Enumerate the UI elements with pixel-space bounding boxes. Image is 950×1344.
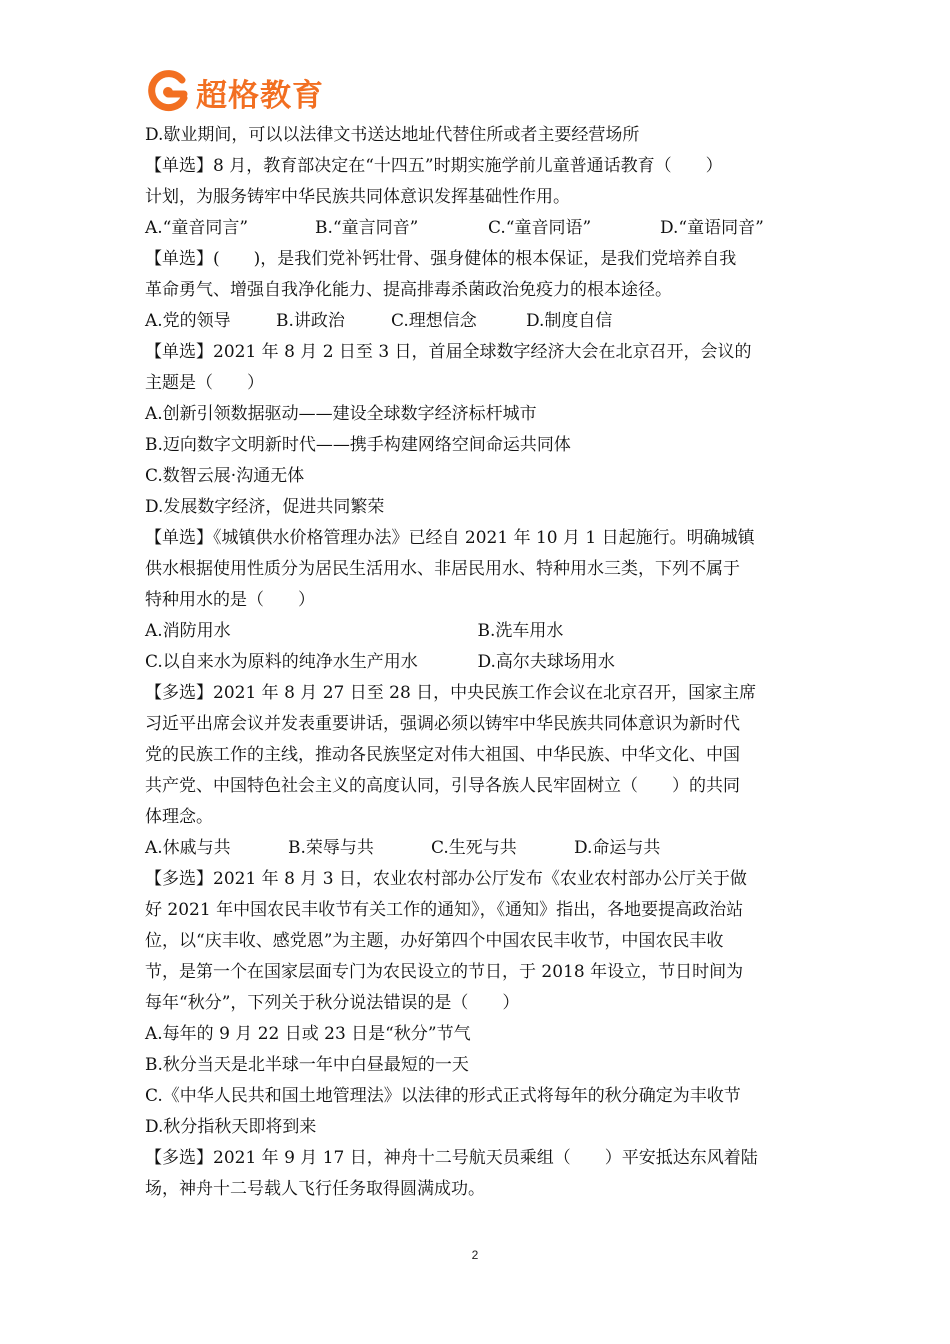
question-stem: 【单选】2021 年 8 月 2 日至 3 日，首届全球数字经济大会在北京召开，会议的 xyxy=(145,342,752,362)
text-line: 革命勇气、增强自我净化能力、提高排毒杀菌政治免疫力的根本途径。 xyxy=(145,280,672,300)
text-line: 场，神舟十二号载人飞行任务取得圆满成功。 xyxy=(145,1179,485,1199)
g-logo-icon xyxy=(146,70,190,114)
option: A.创新引领数据驱动——建设全球数字经济标杆城市 xyxy=(145,404,537,424)
text-line: 计划，为服务铸牢中华民族共同体意识发挥基础性作用。 xyxy=(145,187,570,207)
text-line: D.歇业期间，可以以法律文书送达地址代替住所或者主要经营场所 xyxy=(145,125,640,145)
option: C.生死与共 xyxy=(431,838,517,858)
text-line: 体理念。 xyxy=(145,807,213,827)
text-line: 共产党、中国特色社会主义的高度认同，引导各族人民牢固树立（ ）的共同 xyxy=(145,776,740,796)
text-line: 每年“秋分”，下列关于秋分说法错误的是（ ） xyxy=(145,993,520,1013)
option: D.高尔夫球场用水 xyxy=(477,652,615,672)
option: A.消防用水 xyxy=(145,621,231,641)
options-row xyxy=(145,647,810,678)
option: B.“童言同音” xyxy=(315,218,419,238)
options-row xyxy=(145,616,810,647)
option: D.秋分指秋天即将到来 xyxy=(145,1117,317,1137)
option: C.以自来水为原料的纯净水生产用水 xyxy=(145,652,418,672)
text-line: 节，是第一个在国家层面专门为农民设立的节日，于 2018 年设立，节日时间为 xyxy=(145,962,744,982)
option: A.休戚与共 xyxy=(145,838,231,858)
question-stem: 【多选】2021 年 9 月 17 日，神舟十二号航天员乘组（ ）平安抵达东风着陆 xyxy=(145,1148,758,1168)
option: B.迈向数字文明新时代——携手构建网络空间命运共同体 xyxy=(145,435,571,455)
text-line: 党的民族工作的主线，推动各民族坚定对伟大祖国、中华民族、中华文化、中国 xyxy=(145,745,740,765)
text-line: 特种用水的是（ ） xyxy=(145,590,315,610)
option: D.发展数字经济，促进共同繁荣 xyxy=(145,497,385,517)
question-stem: 【多选】2021 年 8 月 3 日，农业农村部办公厅发布《农业农村部办公厅关于做 xyxy=(145,869,747,889)
question-stem: 【单选】( )，是我们党补钙壮骨、强身健体的根本保证，是我们党培养自我 xyxy=(145,249,737,269)
option: B.荣辱与共 xyxy=(288,838,374,858)
option: C.数智云展·沟通无体 xyxy=(145,466,305,486)
option: A.党的领导 xyxy=(145,311,231,331)
option: C.理想信念 xyxy=(391,311,477,331)
option: B.讲政治 xyxy=(276,311,345,331)
text-line: 供水根据使用性质分为居民生活用水、非居民用水、特种用水三类，下列不属于 xyxy=(145,559,740,579)
option: A.每年的 9 月 22 日或 23 日是“秋分”节气 xyxy=(145,1024,471,1044)
option: C.《中华人民共和国土地管理法》以法律的形式正式将每年的秋分确定为丰收节 xyxy=(145,1086,741,1106)
options-row xyxy=(145,213,810,244)
option: D.制度自信 xyxy=(526,311,613,331)
document-body xyxy=(145,120,810,1205)
option: D.命运与共 xyxy=(574,838,661,858)
option: C.“童音同语” xyxy=(488,218,592,238)
brand-logo xyxy=(146,70,324,114)
options-row xyxy=(145,833,810,864)
logo-text: 超格教育 xyxy=(196,77,324,114)
option: B.洗车用水 xyxy=(477,621,564,641)
text-line: 主题是（ ） xyxy=(145,373,264,393)
question-stem: 【多选】2021 年 8 月 27 日至 28 日，中央民族工作会议在北京召开，国家主席 xyxy=(145,683,757,703)
question-stem: 【单选】《城镇供水价格管理办法》已经自 2021 年 10 月 1 日起施行。明确城镇 xyxy=(145,528,755,548)
page-number: 2 xyxy=(471,1248,479,1262)
option: B.秋分当天是北半球一年中白昼最短的一天 xyxy=(145,1055,469,1075)
text-line: 位，以“庆丰收、感党恩”为主题，办好第四个中国农民丰收节，中国农民丰收 xyxy=(145,931,724,951)
text-line: 习近平出席会议并发表重要讲话，强调必须以铸牢中华民族共同体意识为新时代 xyxy=(145,714,740,734)
option: A.“童音同言” xyxy=(145,218,249,238)
option: D.“童语同音” xyxy=(660,218,764,238)
text-line: 好 2021 年中国农民丰收节有关工作的通知》，《通知》指出，各地要提高政治站 xyxy=(145,900,744,920)
options-row xyxy=(145,306,810,337)
question-stem: 【单选】8 月，教育部决定在“十四五”时期实施学前儿童普通话教育（ ） xyxy=(145,156,723,176)
